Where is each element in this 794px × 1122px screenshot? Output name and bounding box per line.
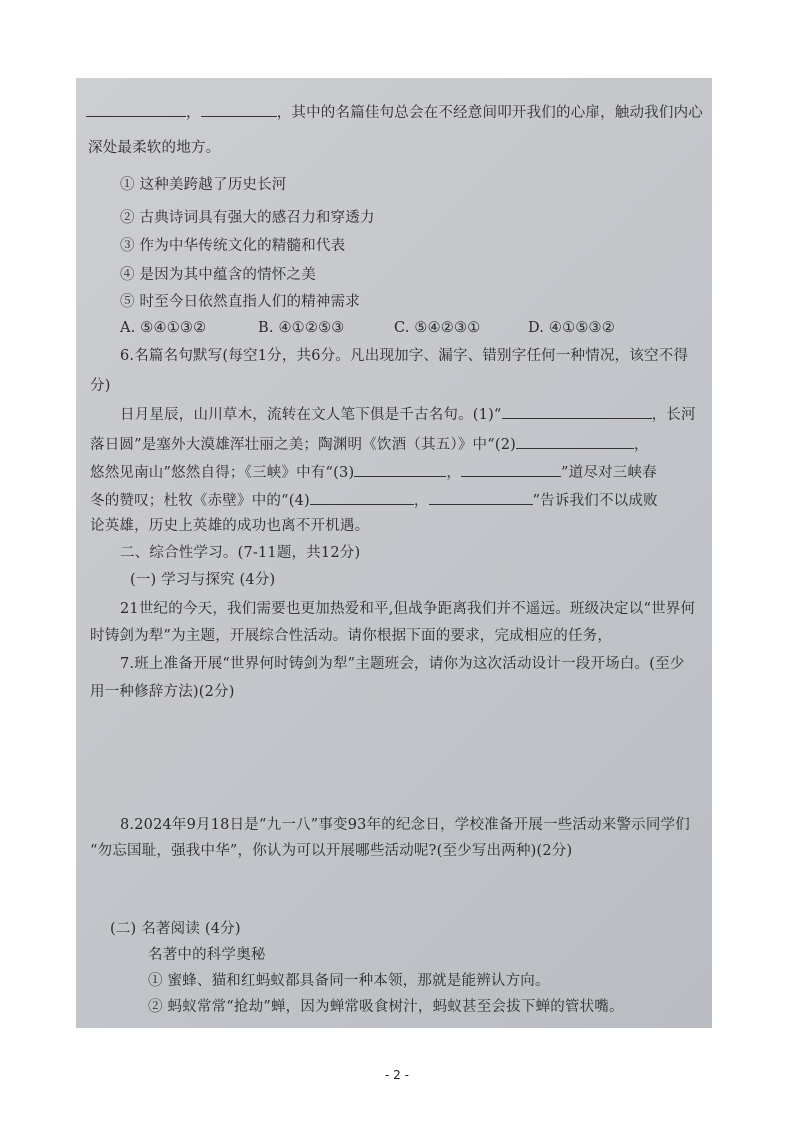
- blank: [86, 100, 186, 117]
- scanned-exam-page: [76, 78, 712, 1028]
- choice-d: D. ④①⑤③②: [528, 320, 615, 336]
- fill-line-1: ， ，其中的名篇佳句总会在不经意间叩开我们的心扉，触动我们内心: [86, 100, 703, 123]
- question-6-cont: 分): [90, 378, 111, 394]
- blank: [516, 432, 634, 449]
- option-5: ⑤ 时至今日依然直指人们的精神需求: [120, 294, 361, 310]
- option-1: ① 这种美跨越了历史长河: [120, 177, 287, 193]
- option-3: ③ 作为中华传统文化的精髓和代表: [120, 238, 346, 254]
- option-2: ② 古典诗词具有强大的感召力和穿透力: [120, 210, 375, 226]
- text-line: 论英雄，历史上英雄的成功也离不开机遇。: [90, 518, 370, 534]
- fill-line-p4: 冬的赞叹；杜牧《赤壁》中的“(4) ， ”告诉我们不以成败: [90, 488, 658, 511]
- page-number: - 2 -: [385, 1068, 409, 1082]
- reading-item-1: ① 蜜蜂、猫和红蚂蚁都具备同一种本领，那就是能辨认方向。: [148, 973, 550, 989]
- question-6: 6.名篇名句默写(每空1分，共6分。凡出现加字、漏字、错别字任何一种情况，该空不得: [120, 348, 689, 364]
- blank: [429, 488, 533, 505]
- question-8: 8.2024年9月18日是“九一八”事变93年的纪念日，学校准备开展一些活动来警示同学们: [120, 817, 690, 833]
- blank: [310, 488, 414, 505]
- question-7-cont: 用一种修辞方法)(2分): [90, 684, 235, 700]
- blank: [201, 100, 277, 117]
- text-line: 深处最柔软的地方。: [88, 140, 221, 156]
- choice-c: C. ⑤④②③①: [394, 320, 481, 336]
- choice-a: A. ⑤④①③②: [120, 320, 207, 336]
- question-8-cont: “勿忘国耻，强我中华”，你认为可以开展哪些活动呢?(至少写出两种)(2分): [90, 843, 573, 859]
- subsection-2-heading: (二) 名著阅读 (4分): [110, 921, 241, 937]
- fill-line-p3: 悠然见南山”悠然自得；《三峡》中有“(3) ， ”道尽对三峡春: [90, 460, 657, 483]
- reading-item-2: ② 蚂蚁常常“抢劫”蝉，因为蝉常吸食树汁，蚂蚁甚至会拔下蝉的管状嘴。: [148, 999, 624, 1015]
- blank: [461, 460, 561, 477]
- fill-line-p1: 日月星辰，山川草木，流转在文人笔下俱是千古名句。(1)“ ，长河: [120, 402, 696, 425]
- choice-b: B. ④①②⑤③: [258, 320, 345, 336]
- subsection-1-heading: (一) 学习与探究 (4分): [130, 572, 276, 588]
- blank: [502, 402, 652, 419]
- intro-line-2: 时铸剑为犁”为主题，开展综合性活动。请你根据下面的要求，完成相应的任务，: [90, 628, 613, 644]
- section-2-heading: 二、综合性学习。(7-11题，共12分): [120, 545, 361, 561]
- question-7: 7.班上准备开展“世界何时铸剑为犁”主题班会，请你为这次活动设计一段开场白。(至少: [120, 656, 685, 672]
- reading-title: 名著中的科学奥秘: [148, 947, 266, 963]
- option-4: ④ 是因为其中蕴含的情怀之美: [120, 267, 316, 283]
- blank: [354, 460, 446, 477]
- intro-line-1: 21世纪的今天，我们需要也更加热爱和平,但战争距离我们并不遥远。班级决定以“世界何: [120, 601, 696, 617]
- fill-line-p2: 落日圆”是塞外大漠雄浑壮丽之美；陶渊明《饮酒（其五）》中“(2) ，: [90, 432, 649, 455]
